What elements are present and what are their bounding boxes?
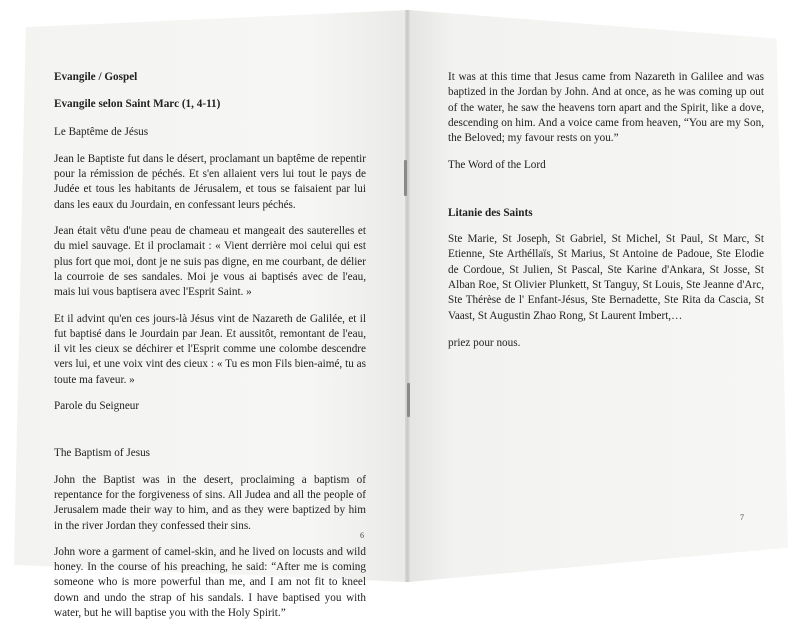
paragraph-fr-3: Et il advint qu'en ces jours-là Jésus vint de Nazareth de Galilée, et il fut baptisé dans le Jourdain par Jean. Et aussitôt, remontant de l'eau, il vit les cieux se déchirer et l'Esprit comme une colombe descendre vers lui, et une voix vint des cieux : « Tu es mon Fils bien-aimé, tu as toute ma faveur. » [54,312,366,386]
booklet-spine [405,10,410,582]
paragraph-en-2: John wore a garment of camel-skin, and he lived on locusts and wild honey. In the course of his preaching, he said: “After me is coming someone who is more powerful than me, and I am not fit to kneel down and undo the strap of his sandals. I have baptised you with water, but he will baptise you with the Holy Spirit.” [54,545,366,620]
paragraph-en-3: It was at this time that Jesus came from Nazareth in Galilee and was baptized in the Jordan by John. And at once, as he was coming up out of the water, he saw the heavens torn apart and the Spirit, like a dove, descending on him. And a voice came from heaven, “You are my Son, the Beloved; my favour rests on you.” [448,71,764,145]
gospel-reference: Evangile selon Saint Marc (1, 4-11) [54,98,221,111]
gospel-heading: Evangile / Gospel [54,71,138,83]
litany-text: Ste Marie, St Joseph, St Gabriel, St Michel, St Paul, St Marc, St Etienne, Ste Arthéllaïs, St Marius, St Antoine de Padoue, Ste Elodie de Cordoue, St Julien, St Pascal, Ste Karine d'Ankara, St Josse, St Alban Roe, St Olivier Plunkett, St Tanguy, St Louis, Ste Jeanne d'Arc, Ste Thérèse de l' Enfant-Jésus, Ste Bernadette, Ste Rita da Cascia, St Vaast, St Augustin Zhao Rong, St Laurent Imbert,… [448,233,764,322]
page-number-left: 6 [360,531,364,540]
page-number-right: 7 [740,513,744,522]
staple-top [404,160,407,196]
paragraph-fr-2: Jean était vêtu d'une peau de chameau et mangeait des sauterelles et du miel sauvage. Et il proclamait : « Vient derrière moi celui qui est plus fort que moi, dont je ne suis pas digne, en me courbant, de délier la courroie de ses sandales. Moi je vous ai baptisés avec de l'eau, mais lui vous baptisera avec l'Esprit Saint. » [54,225,366,299]
closing-en: The Word of the Lord [448,159,546,172]
right-page-text [448,70,764,351]
paragraph-en-1: John the Baptist was in the desert, proclaiming a baptism of repentance for the forgiveness of sins. All Judea and all the people of Jerusalem made their way to him, and as they were baptized by him in the river Jordan they confessed their sins. [54,473,366,532]
left-page-text [54,70,366,621]
closing-fr: Parole du Seigneur [54,400,140,413]
section-title-en: The Baptism of Jesus [54,447,151,460]
staple-bottom [407,383,410,417]
litany-title: Litanie des Saints [448,206,533,219]
paragraph-fr-1: Jean le Baptiste fut dans le désert, proclamant un baptême de repentir pour la rémission de péchés. Et s'en allaient vers lui tout le pays de Judée et tous les habitants de Jérusalem, et tous se faisaient par lui dans les eaux du Jourdain, en confessant leurs péchés. [54,152,366,211]
litany-response: priez pour nous. [448,336,521,349]
section-title-fr: Le Baptême de Jésus [54,125,149,138]
